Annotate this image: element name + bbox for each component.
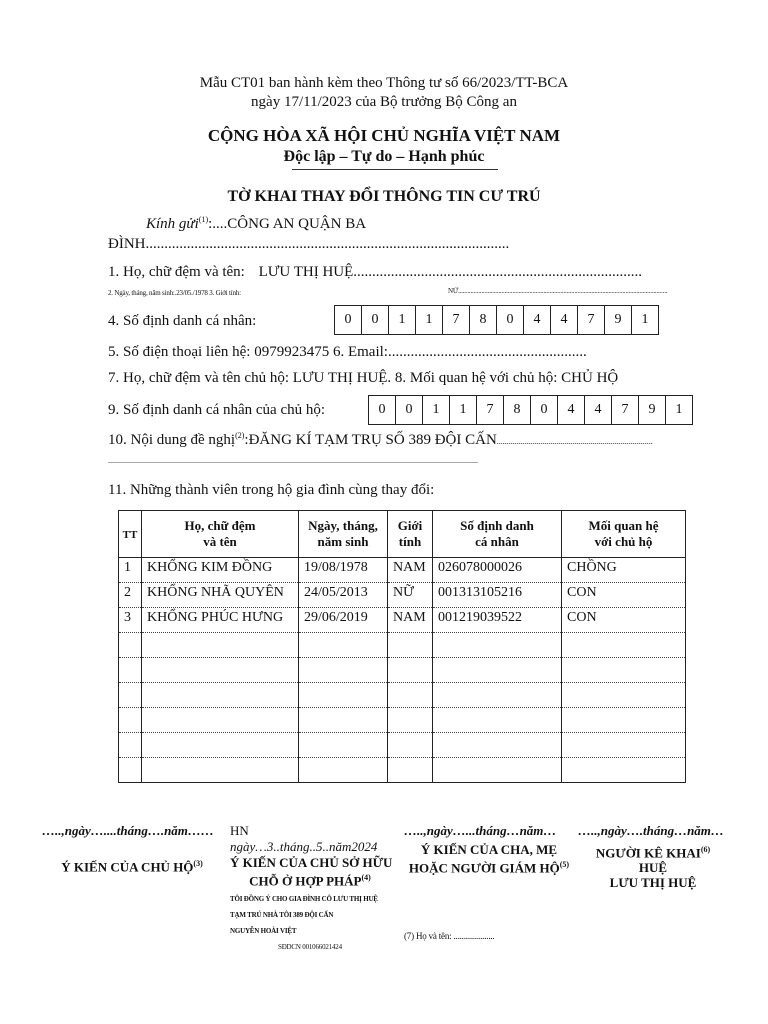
- form-reference: [0, 74, 768, 112]
- full-name-value: LƯU THỊ HUỆ.............................................................................: [258, 264, 643, 280]
- personal-id-digit: 4: [551, 306, 578, 334]
- header-id: Số định danh cá nhân: [433, 511, 562, 558]
- cell-gender: NAM: [388, 608, 433, 633]
- request-line: [108, 431, 653, 449]
- head-id-digit: 4: [558, 396, 585, 424]
- cell-gender: [388, 758, 433, 783]
- head-id-digit: 1: [450, 396, 477, 424]
- personal-id-label: 4. Số định danh cá nhân:: [108, 313, 257, 329]
- head-id-digit: 1: [675, 402, 683, 417]
- cell-name: [142, 758, 299, 783]
- s2-place: HN: [230, 823, 249, 838]
- cell-id: [433, 708, 562, 733]
- personal-id-boxes: [334, 305, 659, 335]
- cell-id: [433, 658, 562, 683]
- head-id-digit: 0: [369, 396, 396, 424]
- cell-gender: [388, 708, 433, 733]
- document-title: TỜ KHAI THAY ĐỔI THÔNG TIN CƯ TRÚ: [227, 188, 541, 205]
- form-reference-line1: Mẫu CT01 ban hành kèm theo Thông tư số 66/2023/TT-BCA: [199, 75, 569, 91]
- s1-date: …..,ngày…....tháng….năm……: [42, 823, 214, 838]
- cell-name: KHỔNG KIM ĐỒNG: [142, 558, 299, 583]
- personal-id-digit: 7: [443, 306, 470, 334]
- form-reference-line2: ngày 17/11/2023 của Bộ trưởng Bộ Công an: [251, 94, 517, 110]
- signature-guardian: [404, 823, 574, 941]
- personal-id-digit: 7: [578, 306, 605, 334]
- cell-tt: [119, 758, 142, 783]
- cell-dob: 19/08/1978: [299, 558, 388, 583]
- cell-relation: [562, 658, 686, 683]
- cell-tt: 3: [119, 608, 142, 633]
- s2-title1: Ý KIẾN CỦA CHỦ SỞ HỮU: [230, 855, 393, 870]
- table-row: [119, 608, 686, 633]
- cell-name: KHỔNG PHÚC HƯNG: [142, 608, 299, 633]
- full-name-row: [108, 264, 642, 281]
- s4-name1: HUỆ: [638, 860, 668, 876]
- cell-tt: [119, 708, 142, 733]
- full-name-label: 1. Họ, chữ đệm và tên:: [108, 264, 245, 280]
- cell-dob: [299, 758, 388, 783]
- cell-relation: [562, 633, 686, 658]
- head-id-digit: 1: [423, 396, 450, 424]
- s3-note: (7) Họ và tên: ....................: [404, 931, 495, 942]
- cell-name: [142, 683, 299, 708]
- cell-dob: [299, 708, 388, 733]
- header-tt: TT: [119, 511, 142, 558]
- signature-household-head: [42, 823, 222, 874]
- s2-date: ngày…3..tháng..5..năm2024: [230, 839, 378, 854]
- cell-relation: [562, 733, 686, 758]
- members-label: 11. Những thành viên trong hộ gia đình cùng thay đổi:: [108, 482, 435, 498]
- personal-id-digit: 4: [524, 306, 551, 334]
- cell-name: [142, 708, 299, 733]
- s3-date: …..,ngày…...tháng…năm…: [404, 823, 557, 838]
- household-head-line: 7. Họ, chữ đệm và tên chủ hộ: LƯU THỊ HUỆ. 8. Mối quan hệ với chủ hộ: CHỦ HỘ: [108, 370, 619, 386]
- cell-dob: [299, 733, 388, 758]
- cell-gender: [388, 658, 433, 683]
- head-id-digit: 9: [639, 396, 666, 424]
- s1-title: Ý KIẾN CỦA CHỦ HỘ: [61, 859, 194, 875]
- recipient-sup: (1): [198, 215, 209, 224]
- s2-note1: TÔI ĐỒNG Ý CHO GIA ĐÌNH CÔ LƯU THỊ HUỆ: [230, 895, 378, 904]
- personal-id-digit: 0: [335, 306, 362, 334]
- cell-dob: 24/05/2013: [299, 583, 388, 608]
- cell-relation: CON: [562, 608, 686, 633]
- cell-tt: [119, 683, 142, 708]
- cell-gender: [388, 733, 433, 758]
- cell-relation: CON: [562, 583, 686, 608]
- s3-title1: Ý KIẾN CỦA CHA, MẸ: [420, 842, 558, 857]
- s4-sup: (6): [700, 845, 711, 854]
- cell-dob: [299, 633, 388, 658]
- s2-note4: SĐDCN 001066021424: [278, 943, 342, 952]
- cell-tt: [119, 658, 142, 683]
- cell-id: [433, 633, 562, 658]
- s4-name2: LƯU THỊ HUỆ: [609, 875, 697, 891]
- s4-title: NGƯỜI KÊ KHAI: [595, 845, 701, 861]
- table-row: [119, 683, 686, 708]
- personal-id-digit: 1: [641, 312, 649, 327]
- personal-id-digit: 9: [605, 306, 632, 334]
- table-header-row: [119, 511, 686, 558]
- request-dots-line2: .........................................................................................................................................................................................: [108, 456, 478, 465]
- table-row: [119, 633, 686, 658]
- cell-dob: 29/06/2019: [299, 608, 388, 633]
- request-value: :ĐĂNG KÍ TẠM TRỤ SỐ 389 ĐỘI CẤN: [244, 432, 497, 448]
- table-row: [119, 708, 686, 733]
- personal-id-digit: 0: [362, 306, 389, 334]
- dob-gender-line: 2. Ngày, tháng, năm sinh:.23/05./1978 3. Giới tính:: [108, 289, 241, 297]
- request-sup: (2): [235, 431, 245, 440]
- header-gender: Giới tính: [388, 511, 433, 558]
- motto: Độc lập – Tự do – Hạnh phúc: [283, 148, 485, 165]
- request-label: 10. Nội dung đề nghị: [108, 432, 236, 448]
- table-row: [119, 658, 686, 683]
- personal-id-digit: 8: [470, 306, 497, 334]
- cell-dob: [299, 658, 388, 683]
- cell-gender: NỮ: [388, 583, 433, 608]
- cell-dob: [299, 683, 388, 708]
- s4-date: …..,ngày….tháng…năm…: [578, 823, 724, 838]
- s2-title2-row: [230, 870, 390, 888]
- cell-id: 026078000026: [433, 558, 562, 583]
- cell-name: [142, 733, 299, 758]
- head-id-digit: 7: [612, 396, 639, 424]
- s2-note2: TẠM TRÚ NHÀ TÔI 389 ĐỘI CẤN: [230, 911, 334, 920]
- s3-title2-row: [404, 857, 574, 875]
- head-id-digit: 8: [504, 396, 531, 424]
- table-row: [119, 583, 686, 608]
- head-id-boxes: [368, 395, 693, 425]
- head-id-digit: 0: [531, 396, 558, 424]
- cell-relation: [562, 708, 686, 733]
- personal-id-digit: 1: [389, 306, 416, 334]
- head-id-digit: 4: [585, 396, 612, 424]
- header-dob: Ngày, tháng, năm sinh: [299, 511, 388, 558]
- cell-tt: [119, 633, 142, 658]
- s1-sup: (3): [193, 859, 203, 868]
- phone-email-line: 5. Số điện thoại liên hệ: 0979923475 6. Email:.....................................................: [108, 344, 587, 360]
- cell-gender: [388, 633, 433, 658]
- table-row: [119, 733, 686, 758]
- cell-name: [142, 658, 299, 683]
- recipient-continued: ĐÌNH.................................................................................................: [108, 236, 510, 252]
- cell-id: [433, 683, 562, 708]
- signature-owner: [230, 823, 395, 955]
- s3-title2: HOẶC NGƯỜI GIÁM HỘ: [408, 860, 560, 876]
- head-id-digit: 7: [477, 396, 504, 424]
- s2-title2: CHỖ Ở HỢP PHÁP: [249, 873, 362, 889]
- s3-sup: (5): [559, 860, 570, 869]
- s4-title-row: [578, 842, 728, 860]
- head-id-label: 9. Số định danh cá nhân của chủ hộ:: [108, 402, 326, 418]
- header-name: Họ, chữ đệm và tên: [142, 511, 299, 558]
- cell-tt: 1: [119, 558, 142, 583]
- signature-declarant: [578, 823, 728, 890]
- cell-tt: [119, 733, 142, 758]
- personal-id-digit: 1: [416, 306, 443, 334]
- cell-id: [433, 733, 562, 758]
- header-relation: Mối quan hệ với chủ hộ: [562, 511, 686, 558]
- s2-note3: NGUYỄN HOÀI VIỆT: [230, 927, 297, 936]
- cell-relation: [562, 683, 686, 708]
- cell-relation: CHỒNG: [562, 558, 686, 583]
- cell-id: 001313105216: [433, 583, 562, 608]
- cell-gender: [388, 683, 433, 708]
- recipient-line: [146, 215, 366, 233]
- table-row: [119, 758, 686, 783]
- cell-relation: [562, 758, 686, 783]
- recipient-label: Kính gửi: [146, 216, 199, 232]
- nation-title: CỘNG HÒA XÃ HỘI CHỦ NGHĨA VIỆT NAM: [207, 126, 561, 145]
- s2-sup: (4): [361, 873, 371, 882]
- cell-tt: 2: [119, 583, 142, 608]
- head-id-digit: 0: [396, 396, 423, 424]
- recipient-value: :....CÔNG AN QUẬN BA: [208, 216, 367, 232]
- s1-title-row: [42, 856, 222, 874]
- personal-id-digit: 0: [497, 306, 524, 334]
- gender-value: NỮ.......................................................................................................................................: [448, 287, 668, 295]
- request-dots: ..............................................................................: [496, 437, 653, 446]
- cell-gender: NAM: [388, 558, 433, 583]
- cell-name: KHỔNG NHÃ QUYÊN: [142, 583, 299, 608]
- cell-name: [142, 633, 299, 658]
- members-table: [118, 510, 686, 783]
- cell-id: [433, 758, 562, 783]
- table-row: [119, 558, 686, 583]
- cell-id: 001219039522: [433, 608, 562, 633]
- motto-underline: [292, 169, 498, 170]
